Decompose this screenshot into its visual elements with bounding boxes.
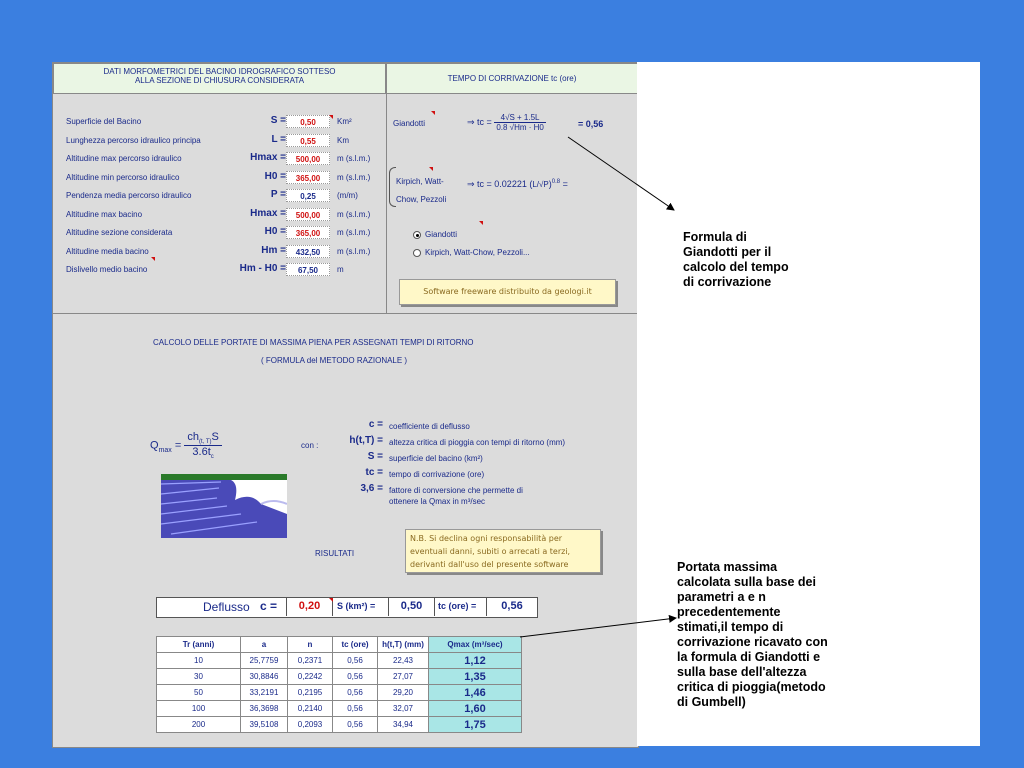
table-cell: 100: [157, 701, 241, 717]
table-cell: 10: [157, 653, 241, 669]
param-label: Lunghezza percorso idraulico principa: [66, 135, 201, 145]
legend-symbol: c =: [368, 419, 383, 430]
param-symbol: Hm =: [261, 244, 286, 256]
param-value[interactable]: 0,50: [286, 115, 330, 128]
table-header-cell: tc (ore): [333, 637, 378, 653]
param-label: Altitudine max percorso idraulico: [66, 154, 182, 163]
table-cell: 39,5108: [241, 717, 288, 733]
param-unit: Km²: [337, 117, 352, 126]
table-cell: 0,56: [333, 653, 378, 669]
table-cell: 32,07: [378, 701, 429, 717]
software-note: Software freeware distribuito da geologi.it: [399, 279, 616, 305]
param-unit: m: [337, 265, 344, 274]
table-header-cell: a: [241, 637, 288, 653]
param-unit: (m/m): [337, 191, 358, 200]
annotation-portata: Portata massima calcolata sulla base dei parametri a e n precedentemente stimati,il tempo di corrivazione ricavato con la formula di Giandotti e sulla base dell'altezza critica di pioggia(metodo di Gumbell): [677, 560, 828, 709]
radio-giandotti-label[interactable]: Giandotti: [425, 230, 458, 239]
table-cell: 33,2191: [241, 685, 288, 701]
param-unit: Km: [337, 135, 349, 145]
table-cell: 0,56: [333, 669, 378, 685]
param-unit: m (s.l.m.): [337, 172, 371, 182]
table-cell: 0,56: [333, 717, 378, 733]
arrow-portata: [520, 618, 676, 637]
tc-value: 0,56: [486, 597, 537, 616]
calcolo-subtitle: ( FORMULA del METODO RAZIONALE ): [261, 356, 408, 365]
table-cell: 1,12: [429, 653, 522, 669]
param-value[interactable]: 432,50: [286, 245, 330, 258]
header-dati-morfometrici: DATI MORFOMETRICI DEL BACINO IDROGRAFICO SOTTESO ALLA SEZIONE DI CHIUSURA CONSIDERATA: [53, 63, 386, 94]
table-cell: 50: [157, 685, 241, 701]
param-symbol: H0 =: [264, 226, 286, 237]
legend-desc: coefficiente di deflusso: [389, 422, 470, 431]
nb-disclaimer: N.B. Si declina ogni responsabilità per eventuali danni, subiti o arrecati a terzi, derivanti dall'uso del presente software: [405, 529, 601, 573]
param-label: Pendenza media percorso idraulico: [66, 191, 192, 200]
table-cell: 0,2195: [288, 685, 333, 701]
c-symbol: c =: [260, 599, 278, 613]
param-value[interactable]: 500,00: [286, 208, 330, 221]
param-label: Altitudine max bacino: [66, 209, 143, 219]
table-header-cell: Qmax (m³/sec): [429, 637, 522, 653]
param-symbol: S =: [270, 115, 286, 126]
table-cell: 0,2242: [288, 669, 333, 685]
param-value[interactable]: 500,00: [286, 152, 330, 165]
legend-symbol: h(t,T) =: [349, 435, 383, 446]
table-cell: 34,94: [378, 717, 429, 733]
table-header-cell: h(t,T) (mm): [378, 637, 429, 653]
table-cell: 0,2140: [288, 701, 333, 717]
param-unit: m (s.l.m.): [337, 228, 371, 237]
header-tempo-corrivazione: TEMPO DI CORRIVAZIONE tc (ore): [386, 63, 638, 94]
s-label: S (km²) =: [337, 601, 376, 611]
table-cell: 1,75: [429, 717, 522, 733]
calcolo-title: CALCOLO DELLE PORTATE DI MASSIMA PIENA PER ASSEGNATI TEMPI DI RITORNO: [153, 338, 474, 347]
legend-symbol: tc =: [365, 467, 383, 478]
table-cell: 30,8846: [241, 669, 288, 685]
param-label: Altitudine media bacino: [66, 246, 149, 256]
param-symbol: L =: [271, 133, 286, 145]
legend-desc: altezza critica di pioggia con tempi di ritorno (mm): [389, 438, 566, 447]
param-label: Altitudine sezione considerata: [66, 228, 173, 237]
table-cell: 29,20: [378, 685, 429, 701]
con-label: con :: [301, 441, 319, 450]
table-cell: 1,60: [429, 701, 522, 717]
s-value: 0,50: [388, 597, 435, 616]
giandotti-label: Giandotti: [393, 119, 426, 128]
param-symbol: H0 =: [264, 170, 286, 182]
param-label: Altitudine min percorso idraulico: [66, 172, 180, 182]
legend-desc: fattore di conversione che permette di ottenere la Qmax in m³/sec: [389, 486, 523, 506]
legend-desc: superficie del bacino (km²): [389, 454, 483, 463]
c-value[interactable]: 0,20: [286, 597, 333, 616]
table-cell: 22,43: [378, 653, 429, 669]
kirpich-formula: ⇒ tc = 0.02221 $(L/√P)^{0.8}$ =: [467, 179, 568, 189]
table-cell: 30: [157, 669, 241, 685]
param-symbol: Hm - H0 =: [239, 263, 286, 274]
annotation-giandotti: Formula di Giandotti per il calcolo del tempo di corrivazione: [683, 230, 789, 289]
legend-symbol: 3,6 =: [360, 483, 383, 494]
table-cell: 1,35: [429, 669, 522, 685]
param-symbol: Hmax =: [250, 152, 286, 163]
arrow-giandotti: [568, 137, 674, 210]
param-value[interactable]: 365,00: [286, 226, 330, 239]
giandotti-result: = 0,56: [578, 119, 604, 129]
deflusso-label: Deflusso: [203, 600, 250, 614]
arrow-icon: ⇒ tc =: [467, 116, 492, 127]
param-unit: m (s.l.m.): [337, 246, 371, 256]
table-cell: 1,46: [429, 685, 522, 701]
table-header-cell: n: [288, 637, 333, 653]
kirpich-label: Kirpich, Watt- Chow, Pezzoli: [396, 177, 447, 204]
param-value[interactable]: 365,00: [286, 171, 330, 184]
radio-kirpich-label[interactable]: Kirpich, Watt-Chow, Pezzoli...: [425, 248, 530, 257]
table-cell: 25,7759: [241, 653, 288, 669]
giandotti-formula: ⇒ tc = $\frac{4√S + 1.5L}{0.8 √Hm \cdot H0}$: [467, 113, 544, 132]
param-value[interactable]: 0,55: [286, 134, 330, 147]
rational-formula: $Q_{max}$ = $\frac{ch_{(t, T)}S}{3.6t_c}$: [150, 431, 222, 460]
risultati-label: RISULTATI: [315, 549, 355, 558]
table-cell: 36,3698: [241, 701, 288, 717]
table-cell: 200: [157, 717, 241, 733]
param-unit: m (s.l.m.): [337, 209, 371, 219]
table-cell: 27,07: [378, 669, 429, 685]
param-label: Dislivello medio bacino: [66, 265, 148, 274]
table-cell: 0,56: [333, 685, 378, 701]
table-cell: 0,56: [333, 701, 378, 717]
param-symbol: P =: [270, 189, 286, 200]
param-symbol: Hmax =: [250, 207, 286, 219]
param-value[interactable]: 67,50: [286, 263, 330, 276]
tc-label: tc (ore) =: [438, 601, 477, 611]
legend-desc: tempo di corrivazione (ore): [389, 470, 485, 479]
table-cell: 0,2093: [288, 717, 333, 733]
param-value[interactable]: 0,25: [286, 189, 330, 202]
param-label: Superficie del Bacino: [66, 117, 142, 126]
table-cell: 0,2371: [288, 653, 333, 669]
legend-symbol: S =: [367, 451, 383, 462]
param-unit: m (s.l.m.): [337, 154, 371, 163]
table-header-cell: Tr (anni): [157, 637, 241, 653]
